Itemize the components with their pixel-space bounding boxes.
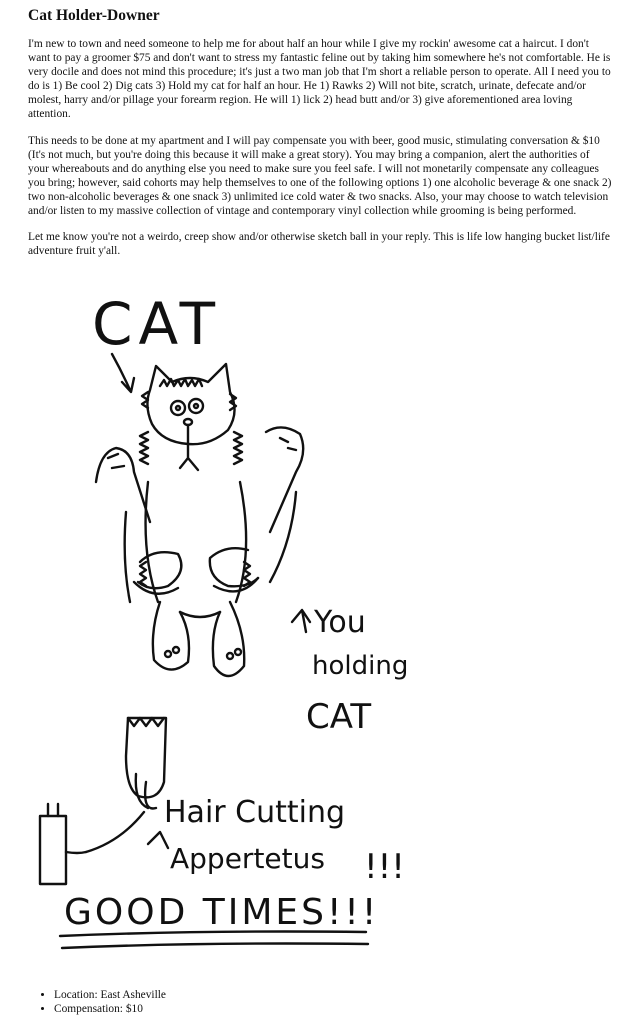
cat-right-paw	[266, 427, 303, 532]
drawing-label-cat: CAT	[92, 290, 222, 358]
cat-left-foot	[153, 602, 189, 670]
hand-drawn-illustration	[30, 282, 450, 958]
posting-paragraph-2: This needs to be done at my apartment and I will pay compensate you with beer, good music, stimulating conversation & $10 (It's not much, but you're doing this because it will make a great story). You may bring a companion, alert the authorities of your whereabouts and do anything else you need to make sure you feel safe. I will not monetarily compensate any colleagues you bring; however, said cohorts may help themselves to one of the following options 1) one alcoholic beverage & one snack 2) two non-alcoholic beverages & one snack 3) unlimited ice cold water & two snacks. Also, your may choose to watch television and/or listen to my massive collection of vintage and contemporary vinyl collection while grooming is being performed.	[28, 134, 612, 218]
drawing-label-holding-cat: CAT	[306, 697, 372, 737]
drawing-label-hair-cutting: Hair Cutting	[164, 795, 346, 830]
holder-right-hand	[210, 548, 258, 586]
drawing-label-holding: holding	[312, 651, 409, 681]
posting-paragraph-1: I'm new to town and need someone to help me for about half an hour while I give my rockin' awesome cat a haircut. I don't want to pay a groomer $75 and don't want to stress my fantastic feline out by taking him somewhere he's not comfortable. He is very docile and does not mind this procedure; it's just a two man job that I'm short a reliable person to operate. All I need you to do is 1) Be cool 2) Dig cats 3) Hold my cat for half an hour. He 1) Rawks 2) Will not bite, scratch, urinate, defecate and/or molest, harry and/or pillage your forearm region. He will 1) lick 2) head butt and/or 3) give aforementioned area loving attention.	[28, 38, 611, 121]
drawing-label-exclaim: !!!	[364, 847, 405, 887]
cat-head	[147, 364, 234, 444]
posting-body	[28, 6, 612, 270]
arrow-to-cat	[112, 354, 130, 390]
posting-title: Cat Holder-Downer	[28, 7, 160, 24]
arrow-to-holder	[292, 610, 310, 632]
attribute-compensation: • Compensation: $10	[54, 1002, 166, 1016]
posting-attributes	[36, 988, 166, 1016]
arrow-to-clippers	[148, 832, 168, 848]
underline-2	[62, 944, 368, 949]
cat-body	[146, 482, 247, 602]
power-plug	[40, 816, 66, 884]
posting-paragraph-3: Let me know you're not a weirdo, creep show and/or otherwise sketch ball in your reply. This is life low hanging bucket list/life adventure fruit y'all.	[28, 231, 610, 258]
drawing-label-good-times: GOOD TIMES!!!	[64, 892, 380, 933]
attribute-location: • Location: East Asheville	[54, 988, 166, 1002]
drawing-label-apparatus: Appertetus	[170, 842, 325, 875]
drawing-label-you: You	[314, 605, 366, 640]
cat-haircut-drawing	[30, 282, 450, 958]
